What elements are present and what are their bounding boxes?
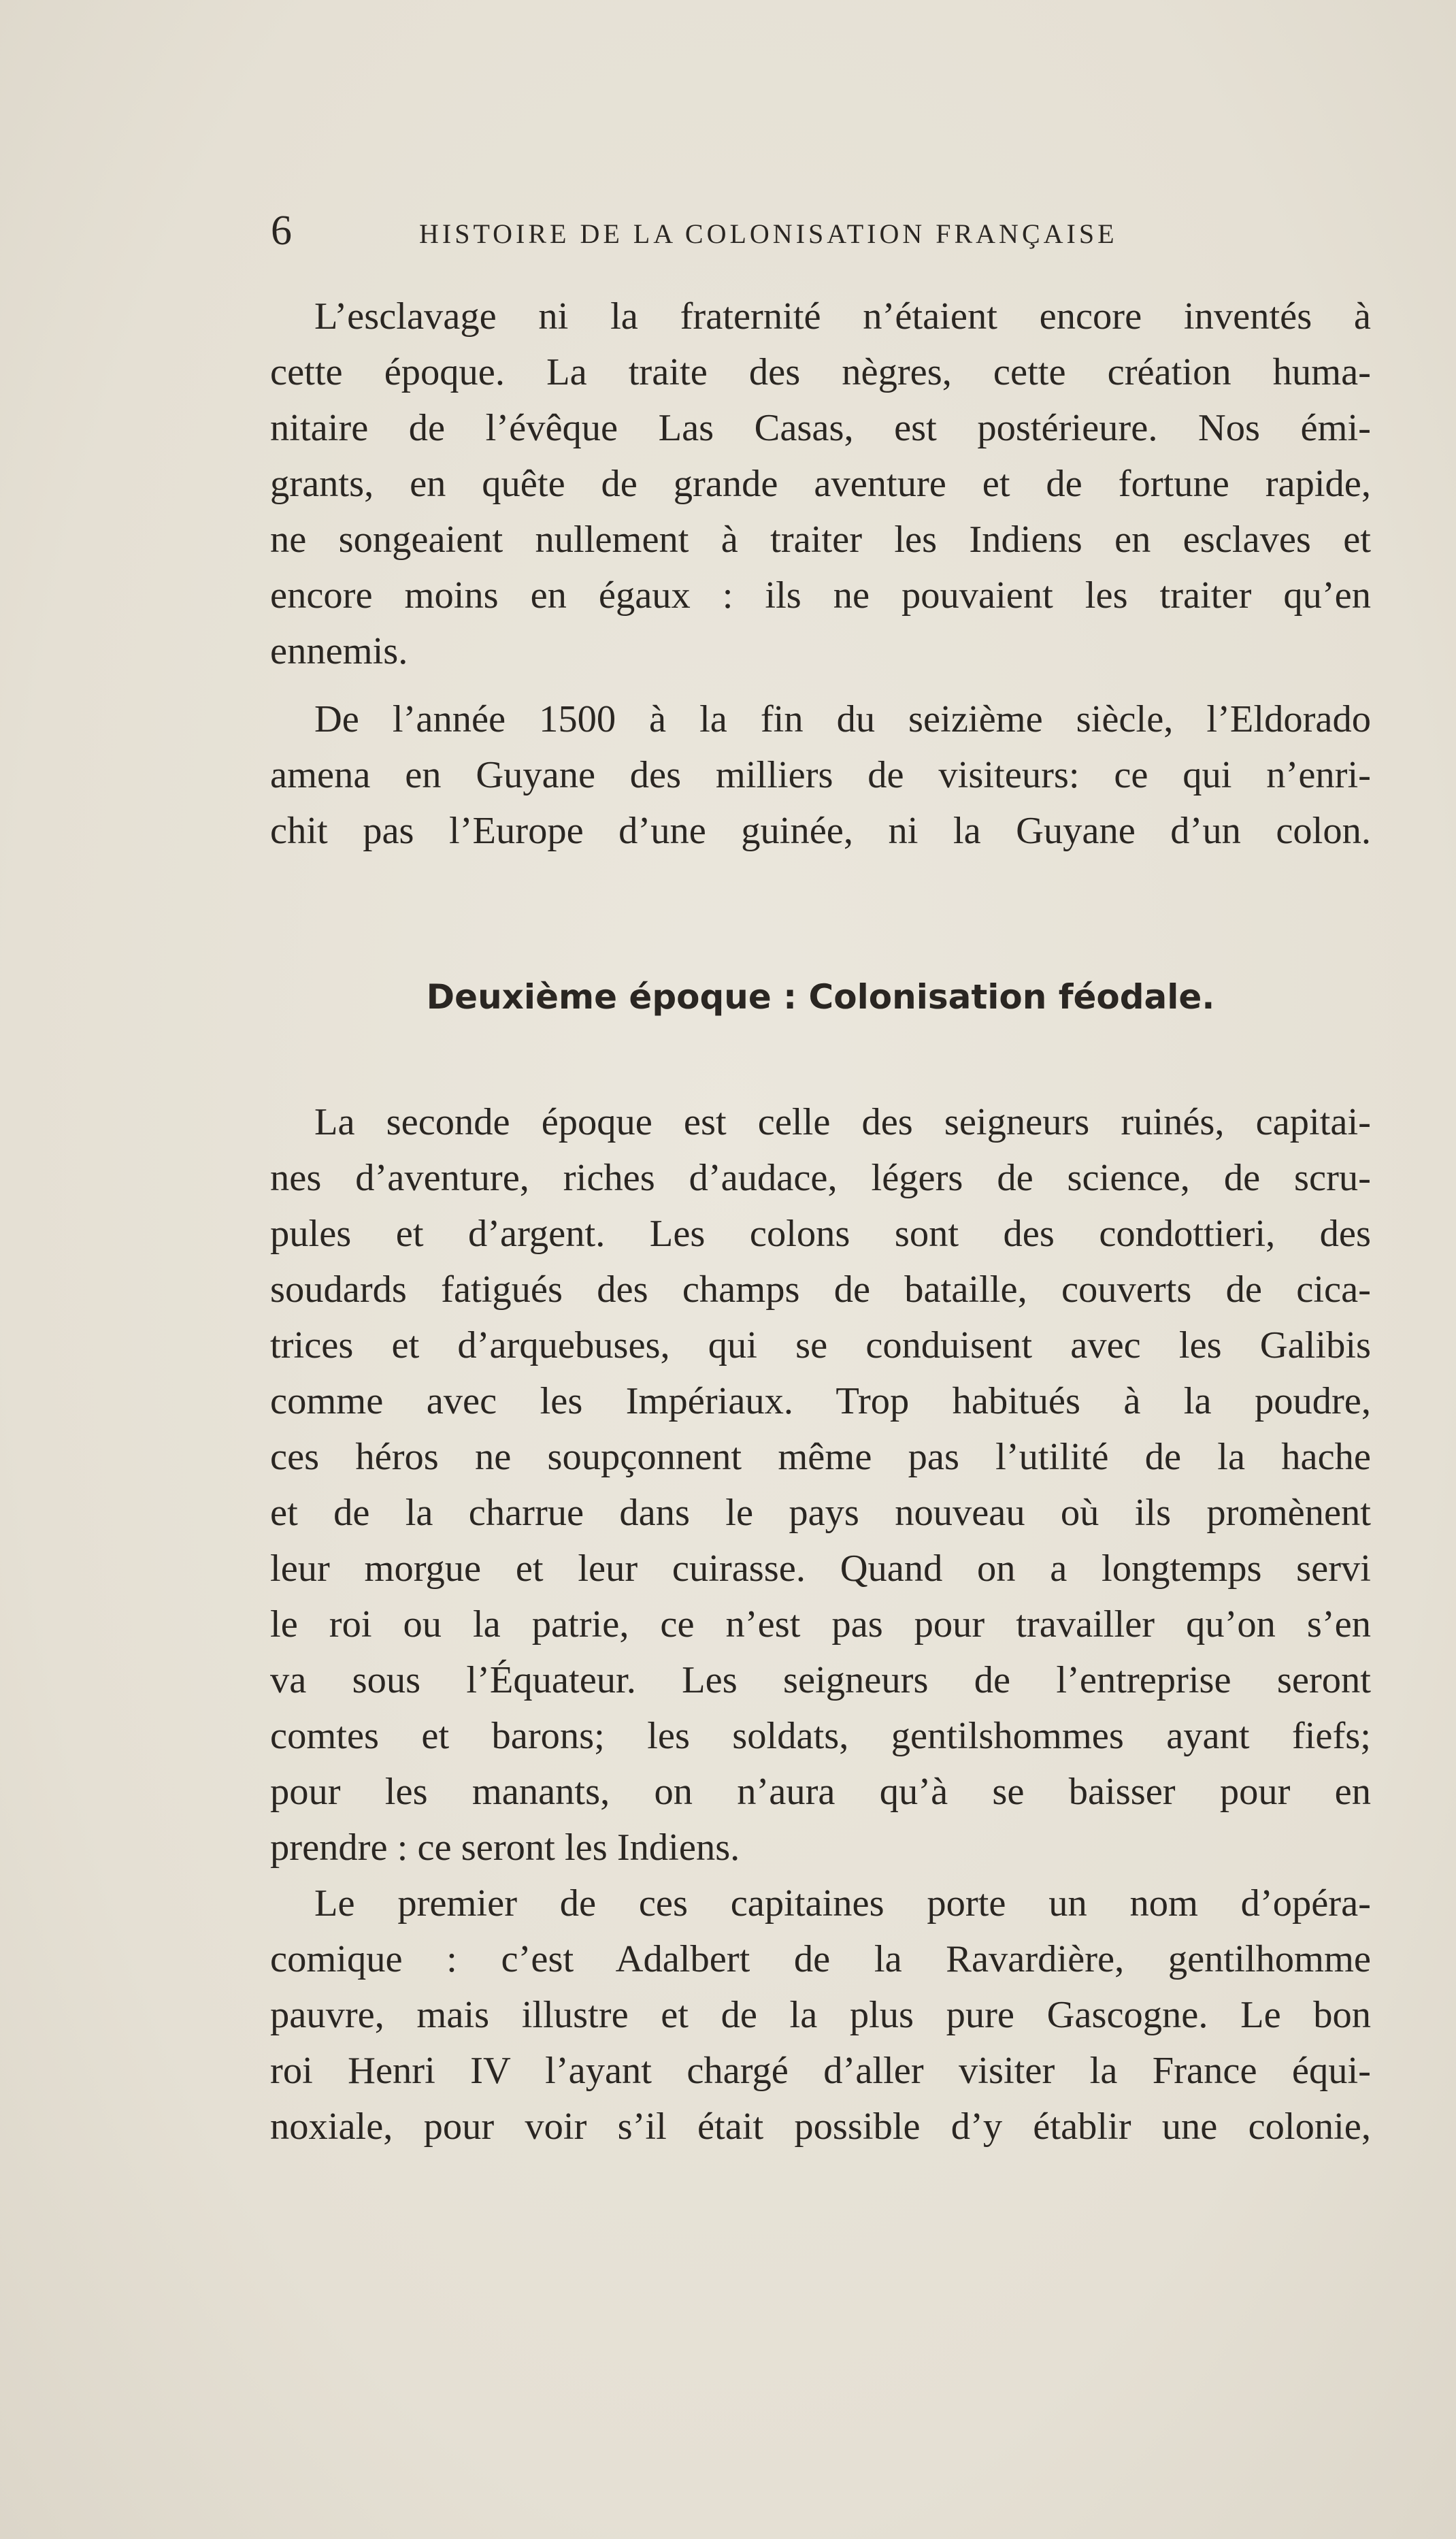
text-line: prendre : ce seront les Indiens. [270, 1827, 740, 1869]
text-line: ne songeaient nullement à traiter les Indiens en esclaves et [270, 519, 1371, 561]
text-line: ces héros ne soupçonnent même pas l’utilité de la hache [270, 1436, 1371, 1478]
text-line: comique : c’est Adalbert de la Ravardière, gentilhomme [270, 1938, 1371, 1980]
text-line: nes d’aventure, riches d’audace, légers de science, de scru- [270, 1157, 1371, 1199]
running-title: HISTOIRE DE LA COLONISATION FRANÇAISE [419, 218, 1118, 249]
text-line: pour les manants, on n’aura qu’à se baisser pour en [270, 1771, 1371, 1813]
text-line: va sous l’Équateur. Les seigneurs de l’entreprise seront [270, 1659, 1371, 1701]
text-line: leur morgue et leur cuirasse. Quand on a longtemps servi [270, 1547, 1371, 1590]
text-line: et de la charrue dans le pays nouveau où ils promènent [270, 1492, 1371, 1534]
text-line: roi Henri IV l’ayant chargé d’aller visiter la France équi- [270, 2050, 1371, 2092]
text-line: L’esclavage ni la fraternité n’étaient encore inventés à [314, 295, 1371, 338]
text-line: soudards fatigués des champs de bataille, couverts de cica- [270, 1268, 1371, 1311]
text-line: encore moins en égaux : ils ne pouvaient les traiter qu’en [270, 574, 1371, 617]
text-line: le roi ou la patrie, ce n’est pas pour travailler qu’on s’en [270, 1603, 1371, 1645]
text-line: comtes et barons; les soldats, gentilshommes ayant fiefs; [270, 1715, 1371, 1757]
text-line: grants, en quête de grande aventure et de fortune rapide, [270, 463, 1371, 505]
text-line: noxiale, pour voir s’il était possible d’y établir une colonie, [270, 2106, 1371, 2148]
section-heading: Deuxième époque : Colonisation féodale. [426, 977, 1215, 1017]
text-line: ennemis. [270, 630, 408, 672]
text-line: De l’année 1500 à la fin du seizième siècle, l’Eldorado [314, 698, 1371, 740]
page-header [271, 204, 1196, 259]
text-line: chit pas l’Europe d’une guinée, ni la Guyane d’un colon. [270, 810, 1371, 852]
text-line: comme avec les Impériaux. Trop habitués à la poudre, [270, 1380, 1371, 1422]
text-line: La seconde époque est celle des seigneurs ruinés, capitai- [314, 1101, 1371, 1143]
text-line: amena en Guyane des milliers de visiteurs: ce qui n’enri- [270, 754, 1371, 796]
text-line: nitaire de l’évêque Las Casas, est postérieure. Nos émi- [270, 407, 1371, 449]
text-line: trices et d’arquebuses, qui se conduisent avec les Galibis [270, 1324, 1371, 1366]
text-line: pules et d’argent. Les colons sont des condottieri, des [270, 1213, 1371, 1255]
text-line: Le premier de ces capitaines porte un nom d’opéra- [314, 1882, 1371, 1924]
page-number: 6 [271, 208, 292, 254]
text-line: cette époque. La traite des nègres, cette création huma- [270, 351, 1371, 393]
text-line: pauvre, mais illustre et de la plus pure Gascogne. Le bon [270, 1994, 1371, 2036]
